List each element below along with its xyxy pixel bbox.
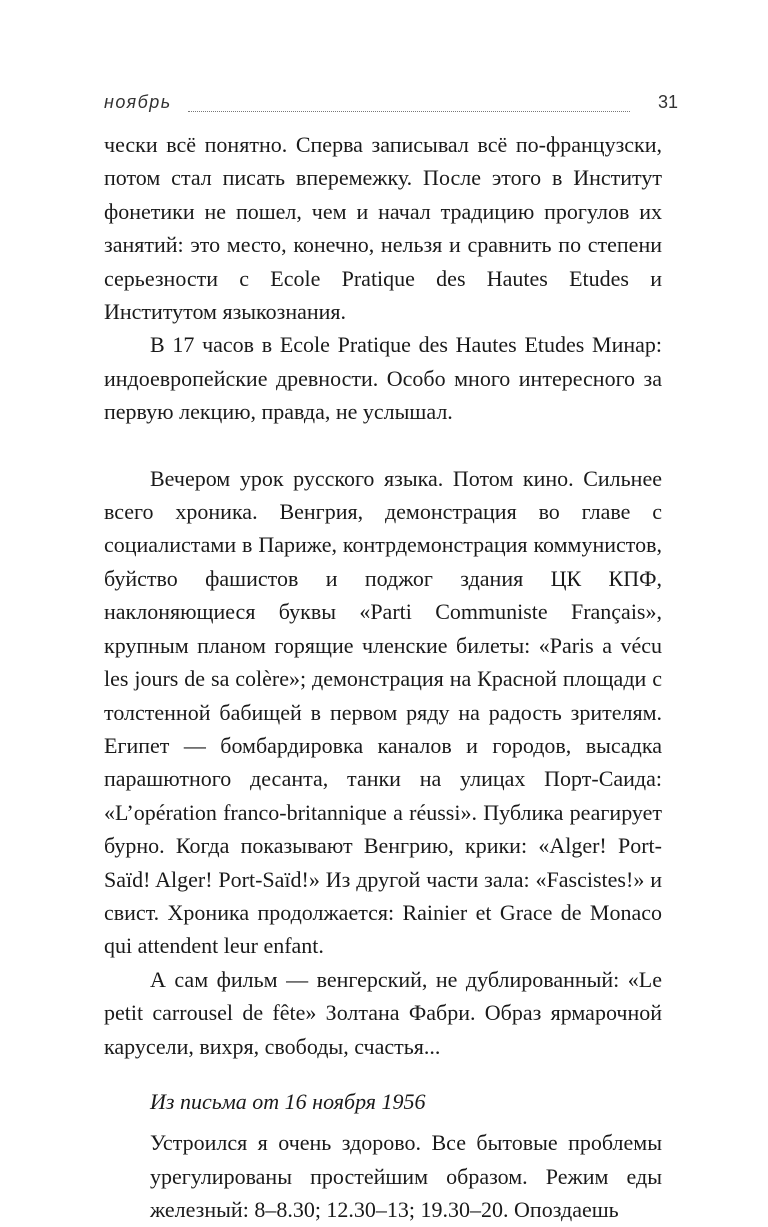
running-head (104, 84, 678, 124)
page-number: 31 (657, 92, 678, 112)
book-page (104, 84, 678, 1227)
paragraph-4: А сам фильм — венгерский, не дублированный: «Le petit carrousel de fête» Золтана Фабри. Образ ярмарочной карусели, вихря, свободы, счастья... (104, 966, 662, 1059)
paragraph-1: чески всё понятно. Сперва записывал всё по-французски, потом стал писать вперемежку. После этого в Институт фонетики не пошел, чем и начал традицию прогулов их занятий: это место, конечно, нельзя и сравнить по степени серьезности с Ecole Pratique des Hautes Etudes и Институтом языкознания. (104, 132, 662, 325)
main-text (104, 128, 662, 1063)
section-break (104, 429, 662, 462)
letter-heading: Из письма от 16 ноября 1956 (150, 1088, 426, 1114)
letter-text: Устроился я очень здорово. Все бытовые проблемы урегулированы простейшим образом. Режим еды железный: 8–8.30; 12.30–13; 19.30–20. Опоздаешь (150, 1130, 662, 1223)
paragraph-3: Вечером урок русского языка. Потом кино. Сильнее всего хроника. Венгрия, демонстрация во главе с социалистами в Париже, контрдемонстрация коммунистов, буйство фашистов и поджог здания ЦК КПФ, наклоняющиеся буквы «Parti Communiste Français», крупным планом горящие членские билеты: «Paris a vécu les jours de sa colère»; демонстрация на Красной площади с толстенной бабищей в первом ряду на радость зрителям. Египет — бомбардировка каналов и городов, высадка парашютного десанта, танки на улицах Порт-Саида: «L’opération franco-britannique a réussi». Публика реагирует бурно. Когда показывают Венгрию, крики: «Alger! Port-Saïd! Alger! Port-Saïd!» Из другой части зала: «Fascistes!» и свист. Хроника продолжается: Rainier et Grace de Monaco qui attendent leur enfant. (104, 465, 662, 959)
dotted-leader (188, 97, 630, 112)
running-head-title: ноябрь (104, 92, 172, 112)
paragraph-2: В 17 часов в Ecole Pratique des Hautes Etudes Минар: индоевропейские древности. Особо много интересного за первую лекцию, правда, не услышал. (104, 332, 662, 425)
